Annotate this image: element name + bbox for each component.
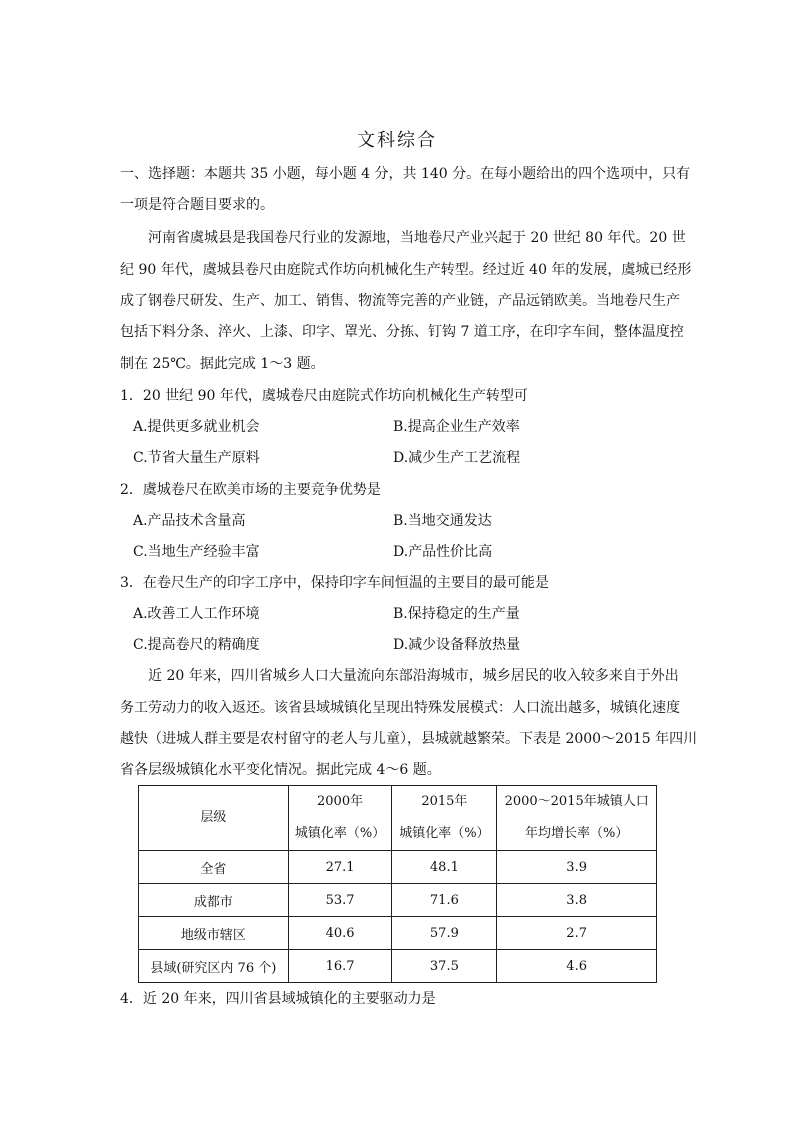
passage1-line-2: 纪 90 年代，虞城县卷尺由庭院式作坊向机械化生产转型。经过近 40 年的发展，虞城已经形 xyxy=(120,262,692,278)
passage1-line-1: 河南省虞城县是我国卷尺行业的发源地，当地卷尺产业兴起于 20 世纪 80 年代。20 世 xyxy=(148,230,686,246)
passage2-line-4: 省各层级城镇化水平变化情况。据此完成 4～6 题。 xyxy=(120,762,441,778)
table-header-row xyxy=(139,786,657,851)
question-1-option-a: A.提供更多就业机会 xyxy=(133,419,260,435)
question-2-stem: 2．虞城卷尺在欧美市场的主要竞争优势是 xyxy=(120,482,381,498)
question-4-stem: 4．近 20 年来，四川省县域城镇化的主要驱动力是 xyxy=(120,991,436,1007)
table-row xyxy=(139,851,657,884)
passage1-line-4: 包括下料分条、淬火、上漆、印字、罩光、分拣、钉钩 7 道工序，在印字车间，整体温度控 xyxy=(120,324,684,340)
cell-2015: 71.6 xyxy=(392,884,497,917)
question-2-option-c: C.当地生产经验丰富 xyxy=(133,544,260,560)
question-2-option-d: D.产品性价比高 xyxy=(393,544,493,560)
cell-level: 成都市 xyxy=(139,884,289,917)
header-2000-rate-line-2: 城镇化率（%） xyxy=(294,826,386,841)
header-2015-rate-line-1: 2015年 xyxy=(421,794,468,809)
question-1-option-b: B.提高企业生产效率 xyxy=(393,419,520,435)
cell-2000: 16.7 xyxy=(288,950,392,983)
question-3-stem: 3．在卷尺生产的印字工序中，保持印字车间恒温的主要目的最可能是 xyxy=(120,575,549,591)
cell-level: 全省 xyxy=(139,851,289,884)
cell-growth: 3.8 xyxy=(497,884,657,917)
header-level: 层级 xyxy=(139,786,289,851)
question-2-option-b: B.当地交通发达 xyxy=(393,513,492,529)
header-2000-rate-line-1: 2000年 xyxy=(317,794,364,809)
header-2000-rate xyxy=(288,786,392,851)
question-3-option-a: A.改善工人工作环境 xyxy=(133,606,260,622)
table-row xyxy=(139,917,657,950)
question-2-option-a: A.产品技术含量高 xyxy=(133,513,246,529)
cell-2000: 40.6 xyxy=(288,917,392,950)
question-1-option-c: C.节省大量生产原料 xyxy=(133,450,260,466)
page-title: 文科综合 xyxy=(357,130,437,151)
question-3-option-d: D.减少设备释放热量 xyxy=(393,637,521,653)
question-1-stem: 1．20 世纪 90 年代，虞城卷尺由庭院式作坊向机械化生产转型可 xyxy=(120,388,528,404)
cell-growth: 2.7 xyxy=(497,917,657,950)
header-2015-rate xyxy=(392,786,497,851)
cell-growth: 4.6 xyxy=(497,950,657,983)
header-growth-rate-line-1: 2000～2015年城镇人口 xyxy=(504,794,649,809)
passage2-line-2: 务工劳动力的收入返还。该省县域城镇化呈现出特殊发展模式：人口流出越多，城镇化速度 xyxy=(120,700,680,716)
cell-level: 县域(研究区内 76 个) xyxy=(139,950,289,983)
cell-2015: 57.9 xyxy=(392,917,497,950)
cell-level: 地级市辖区 xyxy=(139,917,289,950)
cell-2015: 37.5 xyxy=(392,950,497,983)
header-growth-rate-line-2: 年均增长率（%） xyxy=(524,826,629,841)
table-row xyxy=(139,950,657,983)
cell-2000: 53.7 xyxy=(288,884,392,917)
section-instruction-line-2: 一项是符合题目要求的。 xyxy=(120,197,274,213)
question-3-option-c: C.提高卷尺的精确度 xyxy=(133,637,260,653)
header-growth-rate xyxy=(497,786,657,851)
urbanization-table xyxy=(138,785,657,983)
header-2015-rate-line-2: 城镇化率（%） xyxy=(399,826,490,841)
passage1-line-5: 制在 25℃。据此完成 1～3 题。 xyxy=(120,356,325,372)
passage2-line-1: 近 20 年来，四川省城乡人口大量流向东部沿海城市，城乡居民的收入较多来自于外出 xyxy=(148,668,679,684)
question-3-option-b: B.保持稳定的生产量 xyxy=(393,606,520,622)
cell-growth: 3.9 xyxy=(497,851,657,884)
section-instruction-line-1: 一、选择题：本题共 35 小题，每小题 4 分，共 140 分。在每小题给出的四个选项中，只有 xyxy=(120,166,691,182)
passage1-line-3: 成了钢卷尺研发、生产、加工、销售、物流等完善的产业链，产品远销欧美。当地卷尺生产 xyxy=(120,293,680,309)
cell-2015: 48.1 xyxy=(392,851,497,884)
cell-2000: 27.1 xyxy=(288,851,392,884)
table-row xyxy=(139,884,657,917)
passage2-line-3: 越快（进城人群主要是农村留守的老人与儿童），县城就越繁荣。下表是 2000～2015 年四川 xyxy=(120,731,698,747)
question-1-option-d: D.减少生产工艺流程 xyxy=(393,450,521,466)
